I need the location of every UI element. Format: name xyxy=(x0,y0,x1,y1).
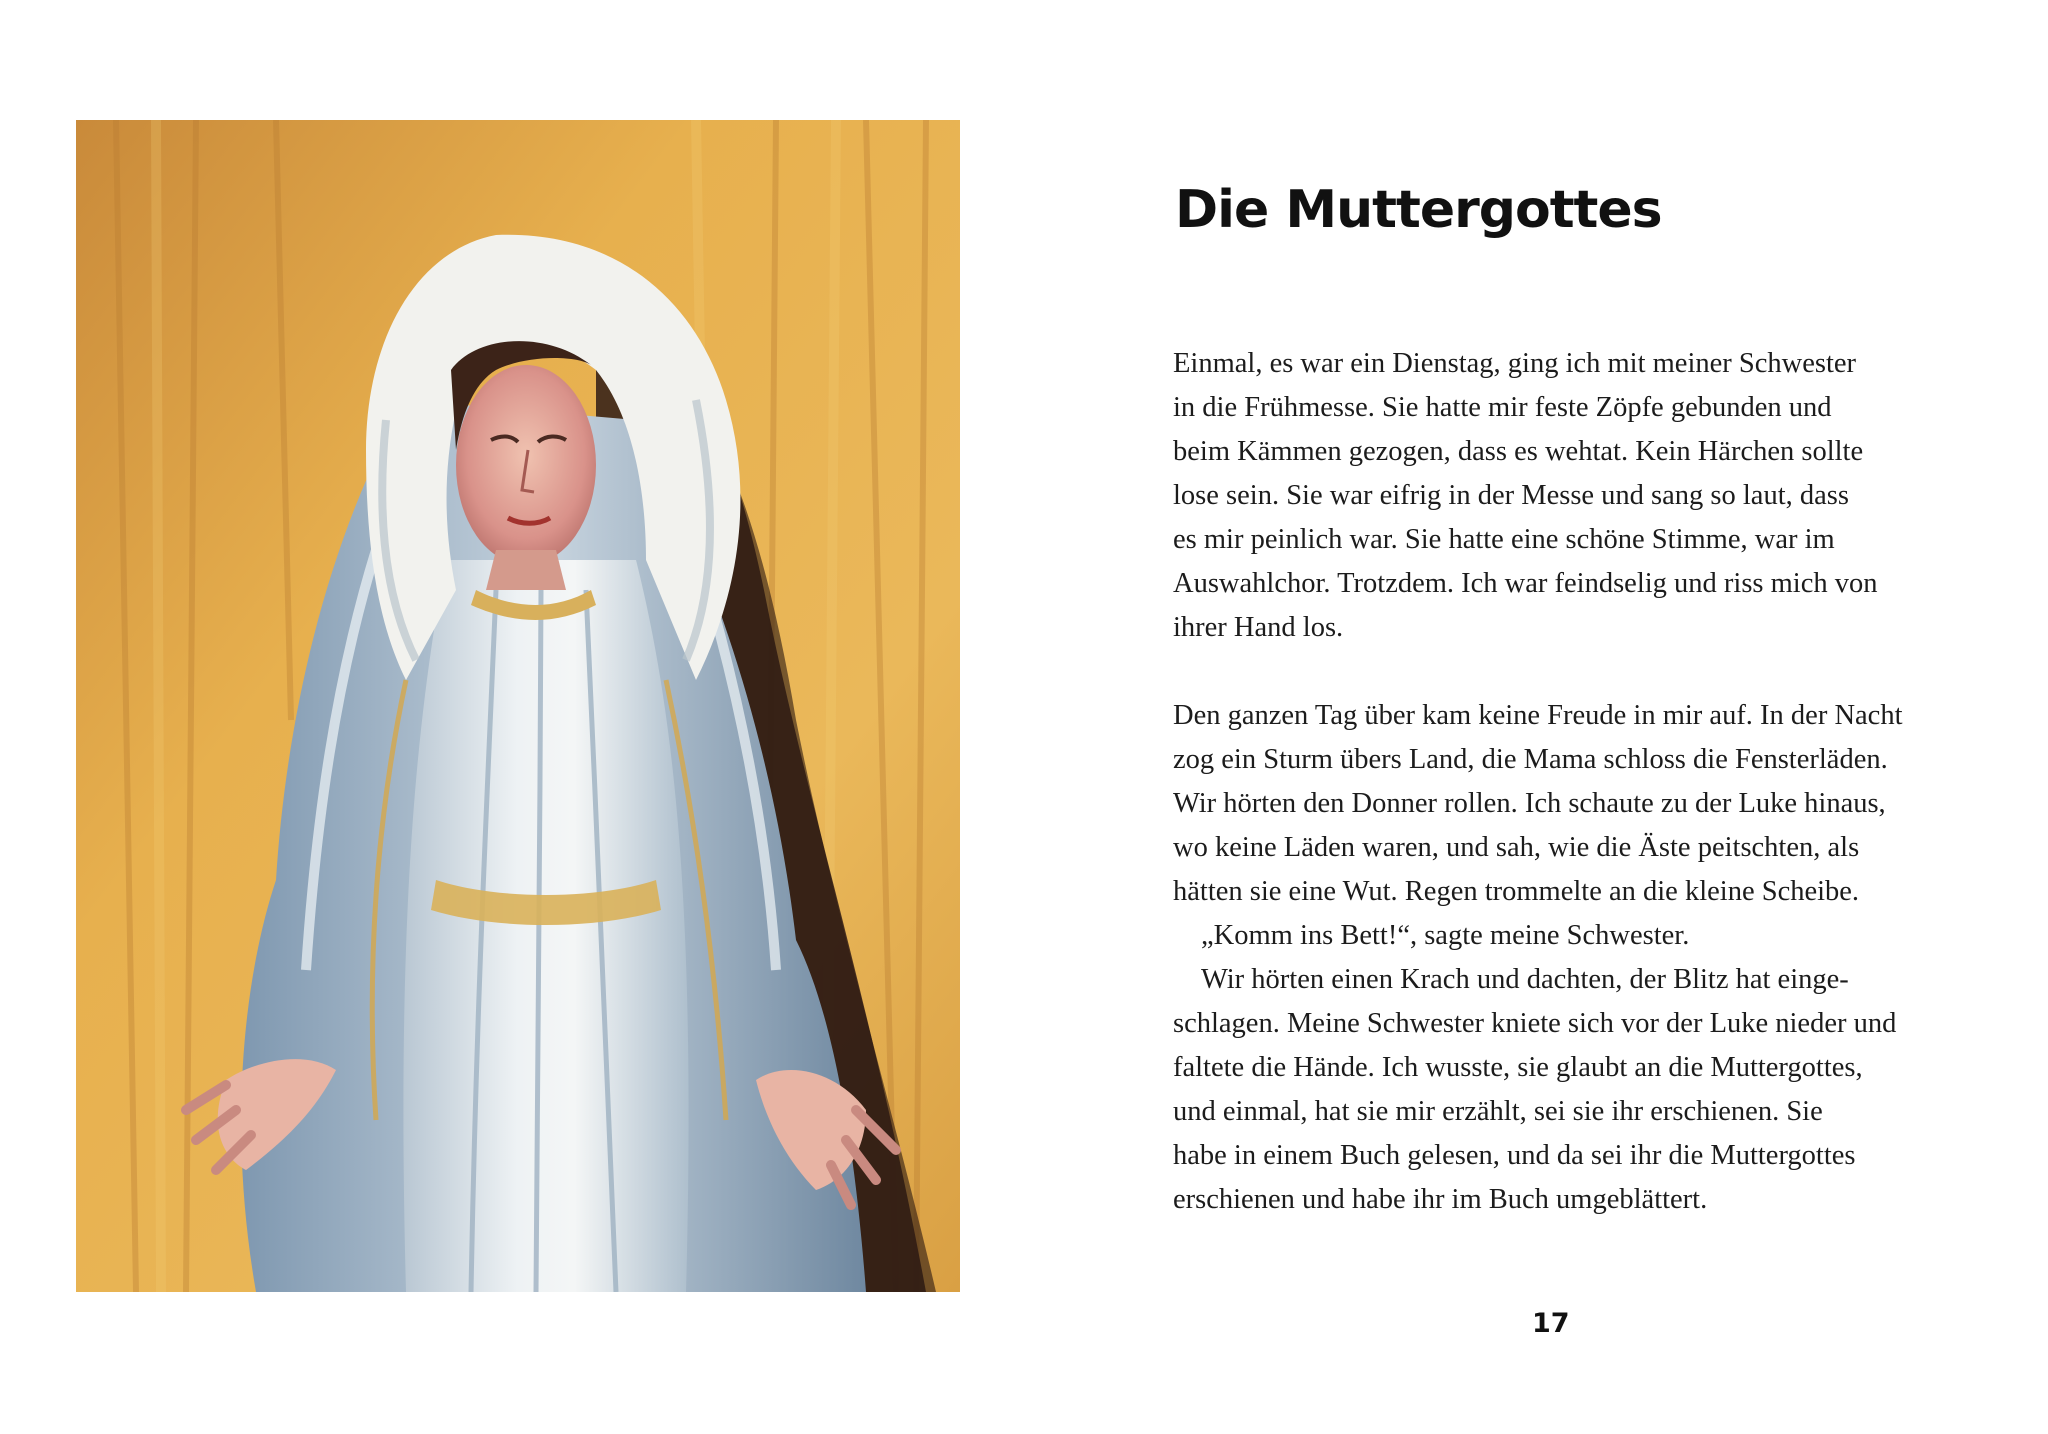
paragraph xyxy=(1173,914,1953,958)
page-number: 17 xyxy=(1532,1308,1570,1339)
text-line: ihrer Hand los. xyxy=(1173,612,1344,643)
text-line: Einmal, es war ein Dienstag, ging ich mit meiner Schwester xyxy=(1173,348,1857,379)
text-line: Wir hörten den Donner rollen. Ich schaute zu der Luke hinaus, xyxy=(1173,788,1886,819)
text-line: es mir peinlich war. Sie hatte eine schöne Stimme, war im xyxy=(1173,524,1835,555)
page-title: Die Muttergottes xyxy=(1175,180,1662,240)
paragraph xyxy=(1173,342,1953,650)
text-line: habe in einem Buch gelesen, und da sei ihr die Muttergottes xyxy=(1173,1140,1856,1171)
text-line: und einmal, hat sie mir erzählt, sei sie ihr erschienen. Sie xyxy=(1173,1096,1823,1127)
text-line: Auswahlchor. Trotzdem. Ich war feindselig und riss mich von xyxy=(1173,568,1878,599)
painting-image xyxy=(76,120,960,1292)
text-line: erschienen und habe ihr im Buch umgeblättert. xyxy=(1173,1184,1708,1215)
text-line: hätten sie eine Wut. Regen trommelte an die kleine Scheibe. xyxy=(1173,876,1860,907)
body-text xyxy=(1173,342,1953,1222)
paragraph xyxy=(1173,694,1953,914)
paragraph xyxy=(1173,958,1953,1222)
virgin-mary-painting xyxy=(76,120,960,1292)
text-line: beim Kämmen gezogen, dass es wehtat. Kein Härchen sollte xyxy=(1173,436,1864,467)
text-line: Wir hörten einen Krach und dachten, der Blitz hat einge- xyxy=(1201,964,1849,995)
text-line: faltete die Hände. Ich wusste, sie glaubt an die Muttergottes, xyxy=(1173,1052,1863,1083)
text-line: wo keine Läden waren, und sah, wie die Äste peitschten, als xyxy=(1173,832,1860,863)
text-line: lose sein. Sie war eifrig in der Messe und sang so laut, dass xyxy=(1173,480,1849,511)
text-line: in die Frühmesse. Sie hatte mir feste Zöpfe gebunden und xyxy=(1173,392,1832,423)
text-line: „Komm ins Bett!“, sagte meine Schwester. xyxy=(1201,920,1690,951)
text-line: zog ein Sturm übers Land, die Mama schloss die Fensterläden. xyxy=(1173,744,1888,775)
text-line: Den ganzen Tag über kam keine Freude in mir auf. In der Nacht xyxy=(1173,700,1903,731)
text-line: schlagen. Meine Schwester kniete sich vor der Luke nieder und xyxy=(1173,1008,1897,1039)
